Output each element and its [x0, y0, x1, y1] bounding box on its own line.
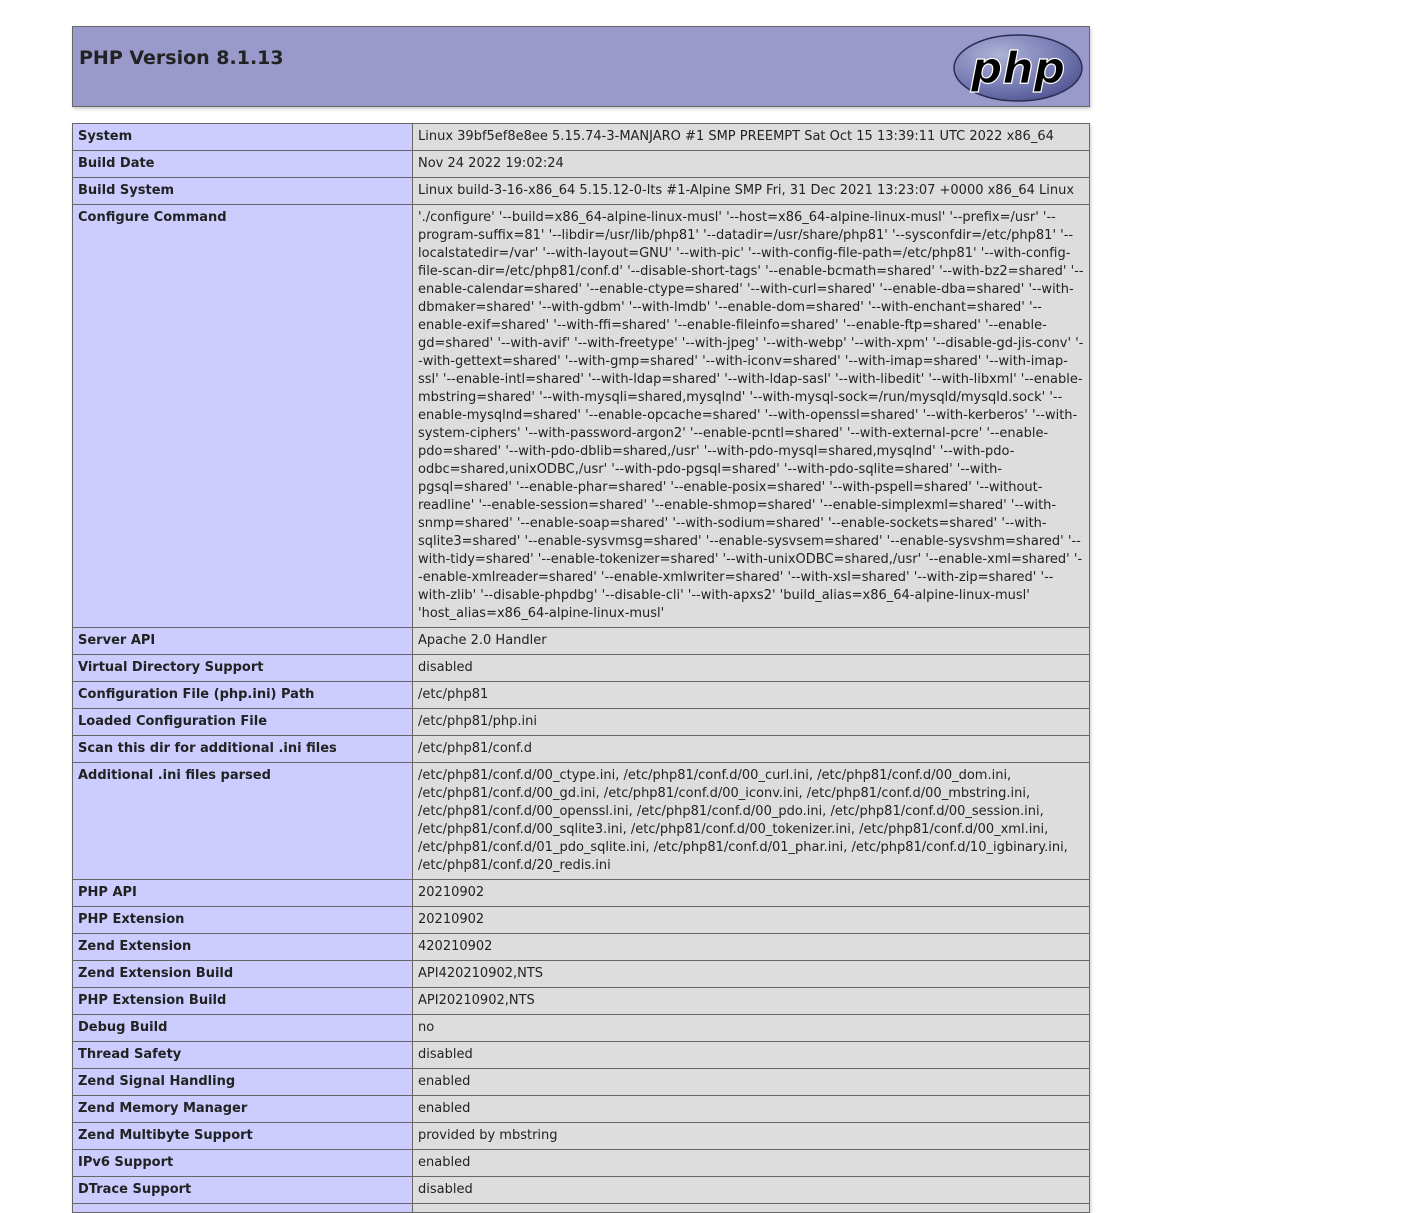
table-row [73, 1096, 1090, 1123]
row-value: 20210902 [413, 907, 1090, 934]
table-row [73, 1015, 1090, 1042]
row-value: API20210902,NTS [413, 988, 1090, 1015]
row-value [413, 1204, 1090, 1213]
row-value: disabled [413, 1177, 1090, 1204]
row-value: /etc/php81/php.ini [413, 709, 1090, 736]
row-value: provided by mbstring [413, 1123, 1090, 1150]
table-row [73, 709, 1090, 736]
row-value: Linux 39bf5ef8e8ee 5.15.74-3-MANJARO #1 SMP PREEMPT Sat Oct 15 13:39:11 UTC 2022 x86_64 [413, 124, 1090, 151]
row-key: IPv6 Support [73, 1150, 413, 1177]
row-key: Virtual Directory Support [73, 655, 413, 682]
svg-text:php: php [970, 43, 1066, 94]
row-key: System [73, 124, 413, 151]
row-key: Loaded Configuration File [73, 709, 413, 736]
table-row [73, 1123, 1090, 1150]
row-value: /etc/php81/conf.d [413, 736, 1090, 763]
row-key: Zend Memory Manager [73, 1096, 413, 1123]
row-value: enabled [413, 1150, 1090, 1177]
row-key: Zend Multibyte Support [73, 1123, 413, 1150]
row-key: Configuration File (php.ini) Path [73, 682, 413, 709]
phpinfo-page [72, 26, 1090, 1213]
row-key: DTrace Support [73, 1177, 413, 1204]
row-key: PHP Extension Build [73, 988, 413, 1015]
row-key: Build Date [73, 151, 413, 178]
table-row [73, 655, 1090, 682]
row-key [73, 1204, 413, 1213]
table-row [73, 763, 1090, 880]
table-row [73, 880, 1090, 907]
row-value: 420210902 [413, 934, 1090, 961]
row-value: 20210902 [413, 880, 1090, 907]
row-value: enabled [413, 1069, 1090, 1096]
row-value: Linux build-3-16-x86_64 5.15.12-0-lts #1-Alpine SMP Fri, 31 Dec 2021 13:23:07 +0000 x86_64 Linux [413, 178, 1090, 205]
row-key: Zend Extension [73, 934, 413, 961]
row-key: Additional .ini files parsed [73, 763, 413, 880]
row-key: Zend Signal Handling [73, 1069, 413, 1096]
row-key: Thread Safety [73, 1042, 413, 1069]
row-value: enabled [413, 1096, 1090, 1123]
table-row [73, 178, 1090, 205]
table-row [73, 1177, 1090, 1204]
row-value: Nov 24 2022 19:02:24 [413, 151, 1090, 178]
table-row [73, 682, 1090, 709]
row-value: API420210902,NTS [413, 961, 1090, 988]
system-info-table [72, 123, 1090, 1213]
row-key: Scan this dir for additional .ini files [73, 736, 413, 763]
row-key: Debug Build [73, 1015, 413, 1042]
table-row [73, 1069, 1090, 1096]
php-logo-icon [952, 33, 1084, 103]
table-row [73, 124, 1090, 151]
page-title: PHP Version 8.1.13 [79, 47, 284, 69]
table-row [73, 736, 1090, 763]
table-row [73, 1204, 1090, 1213]
row-key: PHP API [73, 880, 413, 907]
row-value: /etc/php81/conf.d/00_ctype.ini, /etc/php81/conf.d/00_curl.ini, /etc/php81/conf.d/00_dom.ini, /etc/php81/conf.d/00_gd.ini, /etc/php81/conf.d/00_iconv.ini, /etc/php81/conf.d/00_mbstring.ini, /etc/php81/conf.d/00_openssl.ini, /etc/php81/conf.d/00_pdo.ini, /etc/php81/conf.d/00_session.ini, /etc/php81/conf.d/00_sqlite3.ini, /etc/php81/conf.d/00_tokenizer.ini, /etc/php81/conf.d/00_xml.ini, /etc/php81/conf.d/01_pdo_sqlite.ini, /etc/php81/conf.d/01_phar.ini, /etc/php81/conf.d/10_igbinary.ini, /etc/php81/conf.d/20_redis.ini [413, 763, 1090, 880]
table-row [73, 934, 1090, 961]
row-value: './configure' '--build=x86_64-alpine-linux-musl' '--host=x86_64-alpine-linux-musl' '--prefix=/usr' '--program-suffix=81' '--libdir=/usr/lib/php81' '--datadir=/usr/share/php81' '--sysconfdir=/etc/php81' '--localstatedir=/var' '--with-layout=GNU' '--with-pic' '--with-config-file-path=/etc/php81' '--with-config-file-scan-dir=/etc/php81/conf.d' '--disable-short-tags' '--enable-bcmath=shared' '--with-bz2=shared' '--enable-calendar=shared' '--enable-ctype=shared' '--with-curl=shared' '--enable-dba=shared' '--with-dbmaker=shared' '--with-gdbm' '--with-lmdb' '--enable-dom=shared' '--with-enchant=shared' '--enable-exif=shared' '--with-ffi=shared' '--enable-fileinfo=shared' '--enable-ftp=shared' '--enable-gd=shared' '--with-avif' '--with-freetype' '--with-jpeg' '--with-webp' '--with-xpm' '--disable-gd-jis-conv' '--with-gettext=shared' '--with-gmp=shared' '--with-iconv=shared' '--with-imap=shared' '--with-imap-ssl' '--enable-intl=shared' '--with-ldap=shared' '--with-ldap-sasl' '--with-libedit' '--with-libxml' '--enable-mbstring=shared' '--with-mysqli=shared,mysqlnd' '--with-mysql-sock=/run/mysqld/mysqld.sock' '--enable-mysqlnd=shared' '--enable-opcache=shared' '--with-openssl=shared' '--with-kerberos' '--with-system-ciphers' '--with-password-argon2' '--enable-pcntl=shared' '--with-external-pcre' '--enable-pdo=shared' '--with-pdo-dblib=shared,/usr' '--with-pdo-mysql=shared,mysqlnd' '--with-pdo-odbc=shared,unixODBC,/usr' '--with-pdo-pgsql=shared' '--with-pdo-sqlite=shared' '--with-pgsql=shared' '--enable-phar=shared' '--enable-posix=shared' '--with-pspell=shared' '--without-readline' '--enable-session=shared' '--enable-shmop=shared' '--enable-simplexml=shared' '--with-snmp=shared' '--enable-soap=shared' '--with-sodium=shared' '--enable-sockets=shared' '--with-sqlite3=shared' '--enable-sysvmsg=shared' '--enable-sysvsem=shared' '--enable-sysvshm=shared' '--with-tidy=shared' '--enable-tokenizer=shared' '--with-unixODBC=shared,/usr' '--enable-xml=shared' '--enable-xmlreader=shared' '--enable-xmlwriter=shared' '--with-xsl=shared' '--with-zip=shared' '--with-zlib' '--disable-phpdbg' '--disable-cli' '--with-apxs2' 'build_alias=x86_64-alpine-linux-musl' 'host_alias=x86_64-alpine-linux-musl' [413, 205, 1090, 628]
table-row [73, 205, 1090, 628]
table-row [73, 628, 1090, 655]
row-key: PHP Extension [73, 907, 413, 934]
table-row [73, 1042, 1090, 1069]
row-value: disabled [413, 655, 1090, 682]
table-row [73, 961, 1090, 988]
table-row [73, 1150, 1090, 1177]
table-row [73, 988, 1090, 1015]
table-row [73, 151, 1090, 178]
row-key: Configure Command [73, 205, 413, 628]
row-value: /etc/php81 [413, 682, 1090, 709]
row-value: disabled [413, 1042, 1090, 1069]
row-value: Apache 2.0 Handler [413, 628, 1090, 655]
row-key: Server API [73, 628, 413, 655]
row-value: no [413, 1015, 1090, 1042]
row-key: Build System [73, 178, 413, 205]
table-row [73, 907, 1090, 934]
header-banner [72, 26, 1090, 107]
row-key: Zend Extension Build [73, 961, 413, 988]
